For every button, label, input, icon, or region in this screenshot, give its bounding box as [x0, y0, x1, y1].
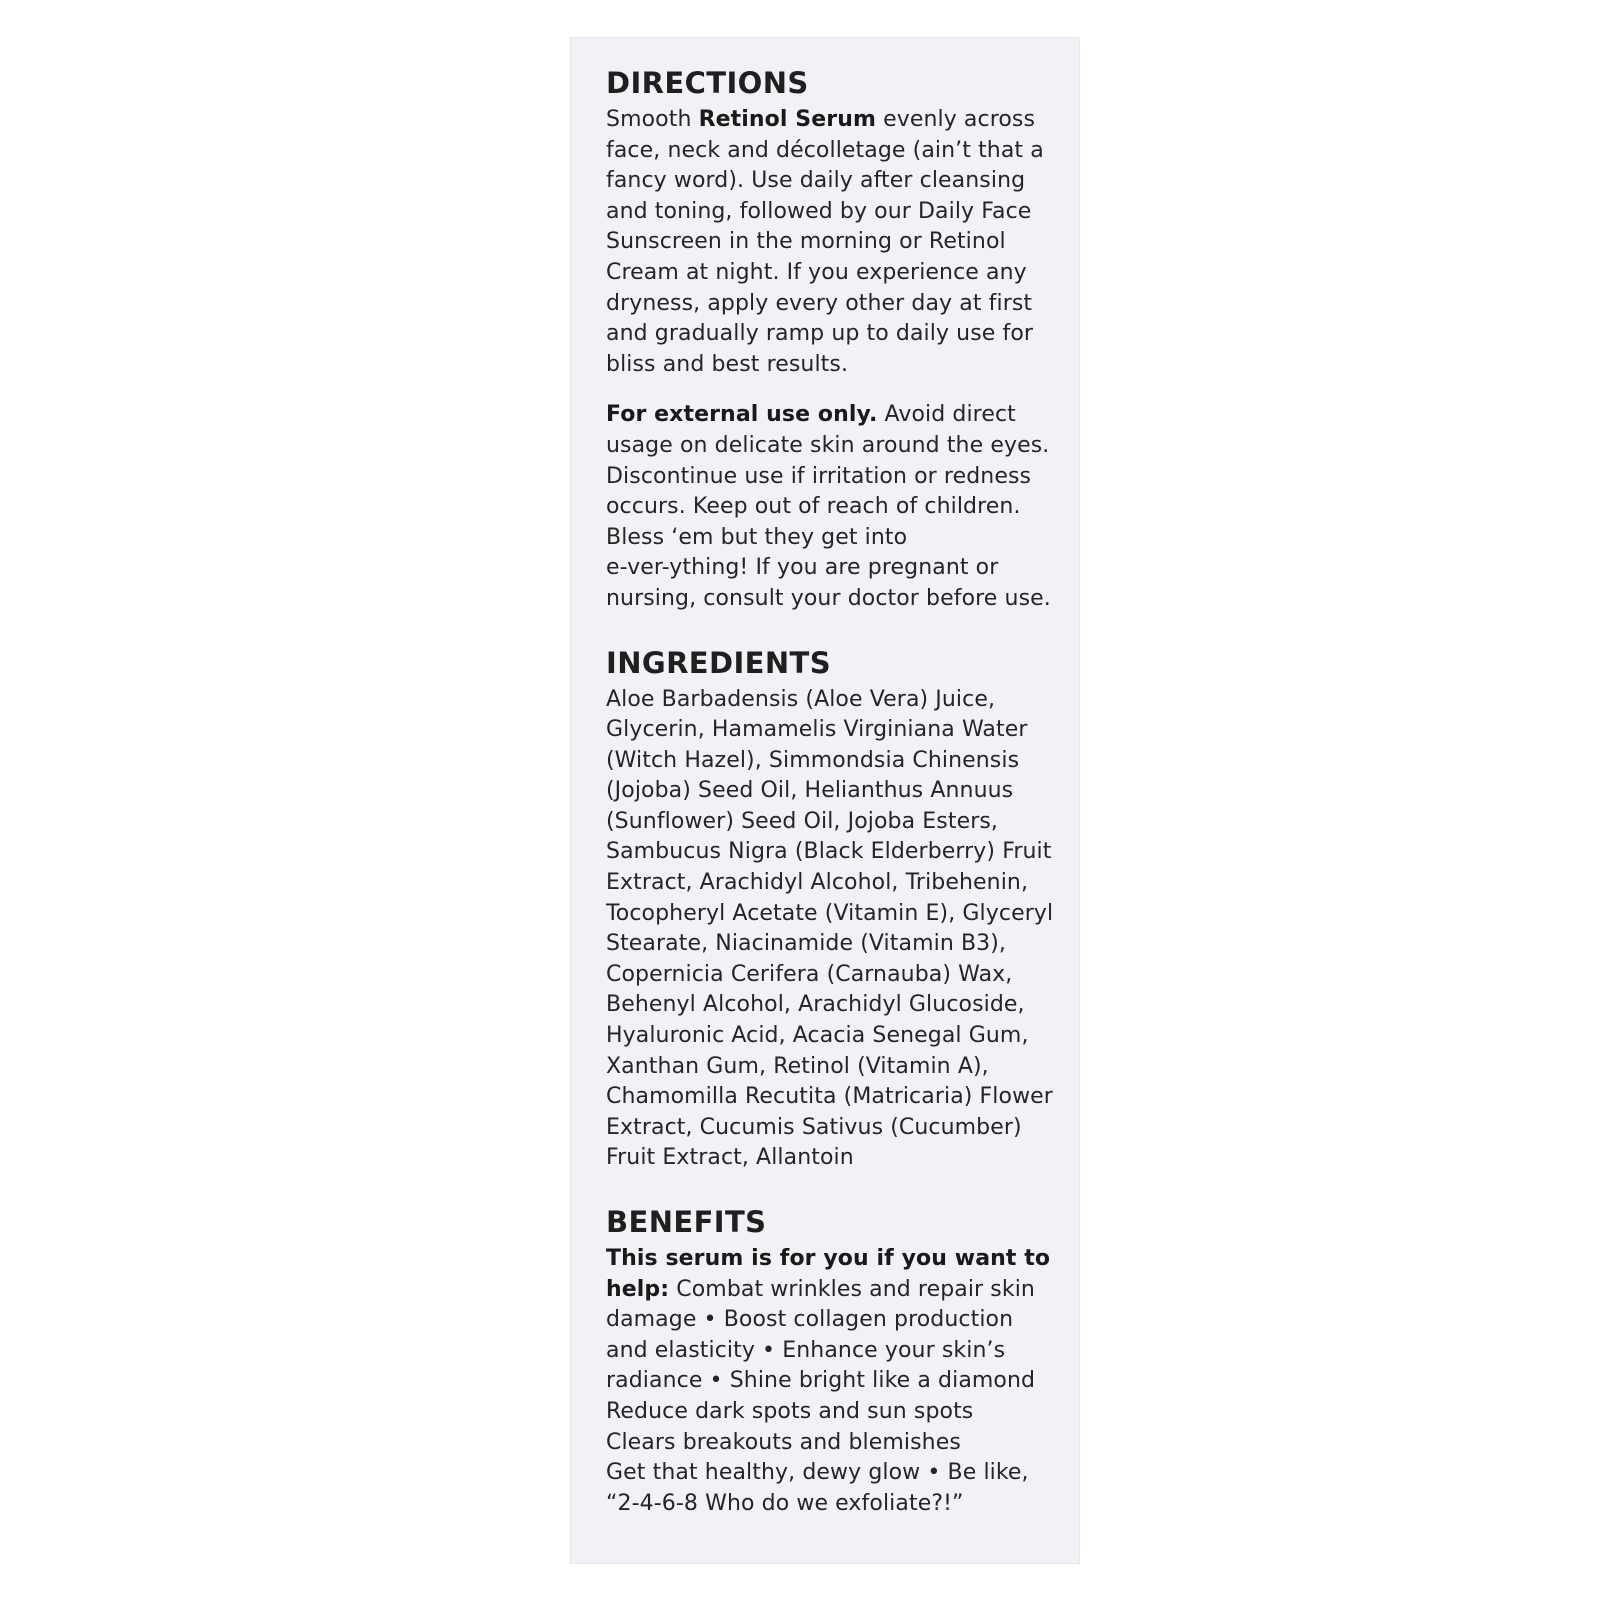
benefits-line: radiance • Shine bright like a diamond: [606, 1368, 1036, 1394]
warning-line-1: For external use only. Avoid direct: [606, 402, 1016, 428]
directions-line: and toning, followed by our Daily Face: [606, 198, 1032, 224]
ingredients-list: [606, 685, 1076, 1175]
warning-line: nursing, consult your doctor before use.: [606, 585, 1051, 611]
benefits-line: “2-4-6-8 Who do we exfoliate?!”: [606, 1490, 964, 1516]
benefits-line-2: help: Combat wrinkles and repair skin: [606, 1276, 1035, 1302]
warning-line: Discontinue use if irritation or redness: [606, 463, 1032, 489]
warning-line: Bless ‘em but they get into: [606, 524, 908, 550]
ingredients-line: Aloe Barbadensis (Aloe Vera) Juice,: [606, 686, 996, 712]
ingredients-heading: INGREDIENTS: [606, 645, 832, 680]
ingredients-line: Copernicia Cerifera (Carnauba) Wax,: [606, 961, 1013, 987]
directions-line: and gradually ramp up to daily use for: [606, 321, 1034, 347]
ingredients-line: Sambucus Nigra (Black Elderberry) Fruit: [606, 839, 1052, 865]
benefits-line-1: This serum is for you if you want to: [606, 1246, 1051, 1271]
benefits-heading: BENEFITS: [606, 1205, 767, 1239]
directions-line: face, neck and décolletage (ain’t that a: [606, 137, 1044, 163]
directions-line: dryness, apply every other day at first: [606, 290, 1033, 316]
product-name: Retinol Serum: [698, 107, 876, 132]
ingredients-line: Glycerin, Hamamelis Virginiana Water: [606, 717, 1028, 743]
directions-text: [606, 105, 1076, 380]
ingredients-line: Extract, Arachidyl Alcohol, Tribehenin,: [606, 870, 1029, 896]
benefits-line: Get that healthy, dewy glow • Be like,: [606, 1460, 1029, 1486]
ingredients-line: Fruit Extract, Allantoin: [606, 1145, 854, 1171]
warning-text: [606, 400, 1076, 614]
benefits-line: Clears breakouts and blemishes: [606, 1429, 961, 1455]
ingredients-line: Extract, Cucumis Sativus (Cucumber): [606, 1114, 1022, 1140]
warning-line: e-ver-ything! If you are pregnant or: [606, 555, 999, 581]
ingredients-line: Xanthan Gum, Retinol (Vitamin A),: [606, 1053, 989, 1079]
ingredients-line: Behenyl Alcohol, Arachidyl Glucoside,: [606, 992, 1025, 1018]
ingredients-line: (Sunflower) Seed Oil, Jojoba Esters,: [606, 808, 999, 834]
ingredients-line: Tocopheryl Acetate (Vitamin E), Glyceryl: [606, 900, 1054, 926]
warning-line: occurs. Keep out of reach of children.: [606, 494, 1021, 520]
directions-line: fancy word). Use daily after cleansing: [606, 168, 1026, 194]
benefits-line: damage • Boost collagen production: [606, 1307, 1014, 1333]
directions-line-1: Smooth Retinol Serum evenly across: [606, 107, 1036, 132]
benefits-text: [606, 1244, 1076, 1519]
benefits-line: and elasticity • Enhance your skin’s: [606, 1337, 1006, 1363]
directions-line: Sunscreen in the morning or Retinol: [606, 229, 1006, 255]
benefits-line: Reduce dark spots and sun spots: [606, 1398, 974, 1424]
ingredients-line: Hyaluronic Acid, Acacia Senegal Gum,: [606, 1023, 1029, 1049]
label-content: [606, 63, 1076, 1519]
directions-line: Cream at night. If you experience any: [606, 259, 1027, 285]
ingredients-line: (Witch Hazel), Simmondsia Chinensis: [606, 747, 1020, 773]
product-box-panel: [570, 37, 1080, 1564]
directions-line: bliss and best results.: [606, 351, 849, 377]
ingredients-line: (Jojoba) Seed Oil, Helianthus Annuus: [606, 778, 1014, 804]
warning-line: usage on delicate skin around the eyes.: [606, 432, 1050, 458]
ingredients-line: Chamomilla Recutita (Matricaria) Flower: [606, 1084, 1053, 1110]
ingredients-line: Stearate, Niacinamide (Vitamin B3),: [606, 931, 1007, 957]
directions-heading: DIRECTIONS: [606, 66, 809, 100]
external-use-warning: For external use only.: [606, 402, 878, 428]
